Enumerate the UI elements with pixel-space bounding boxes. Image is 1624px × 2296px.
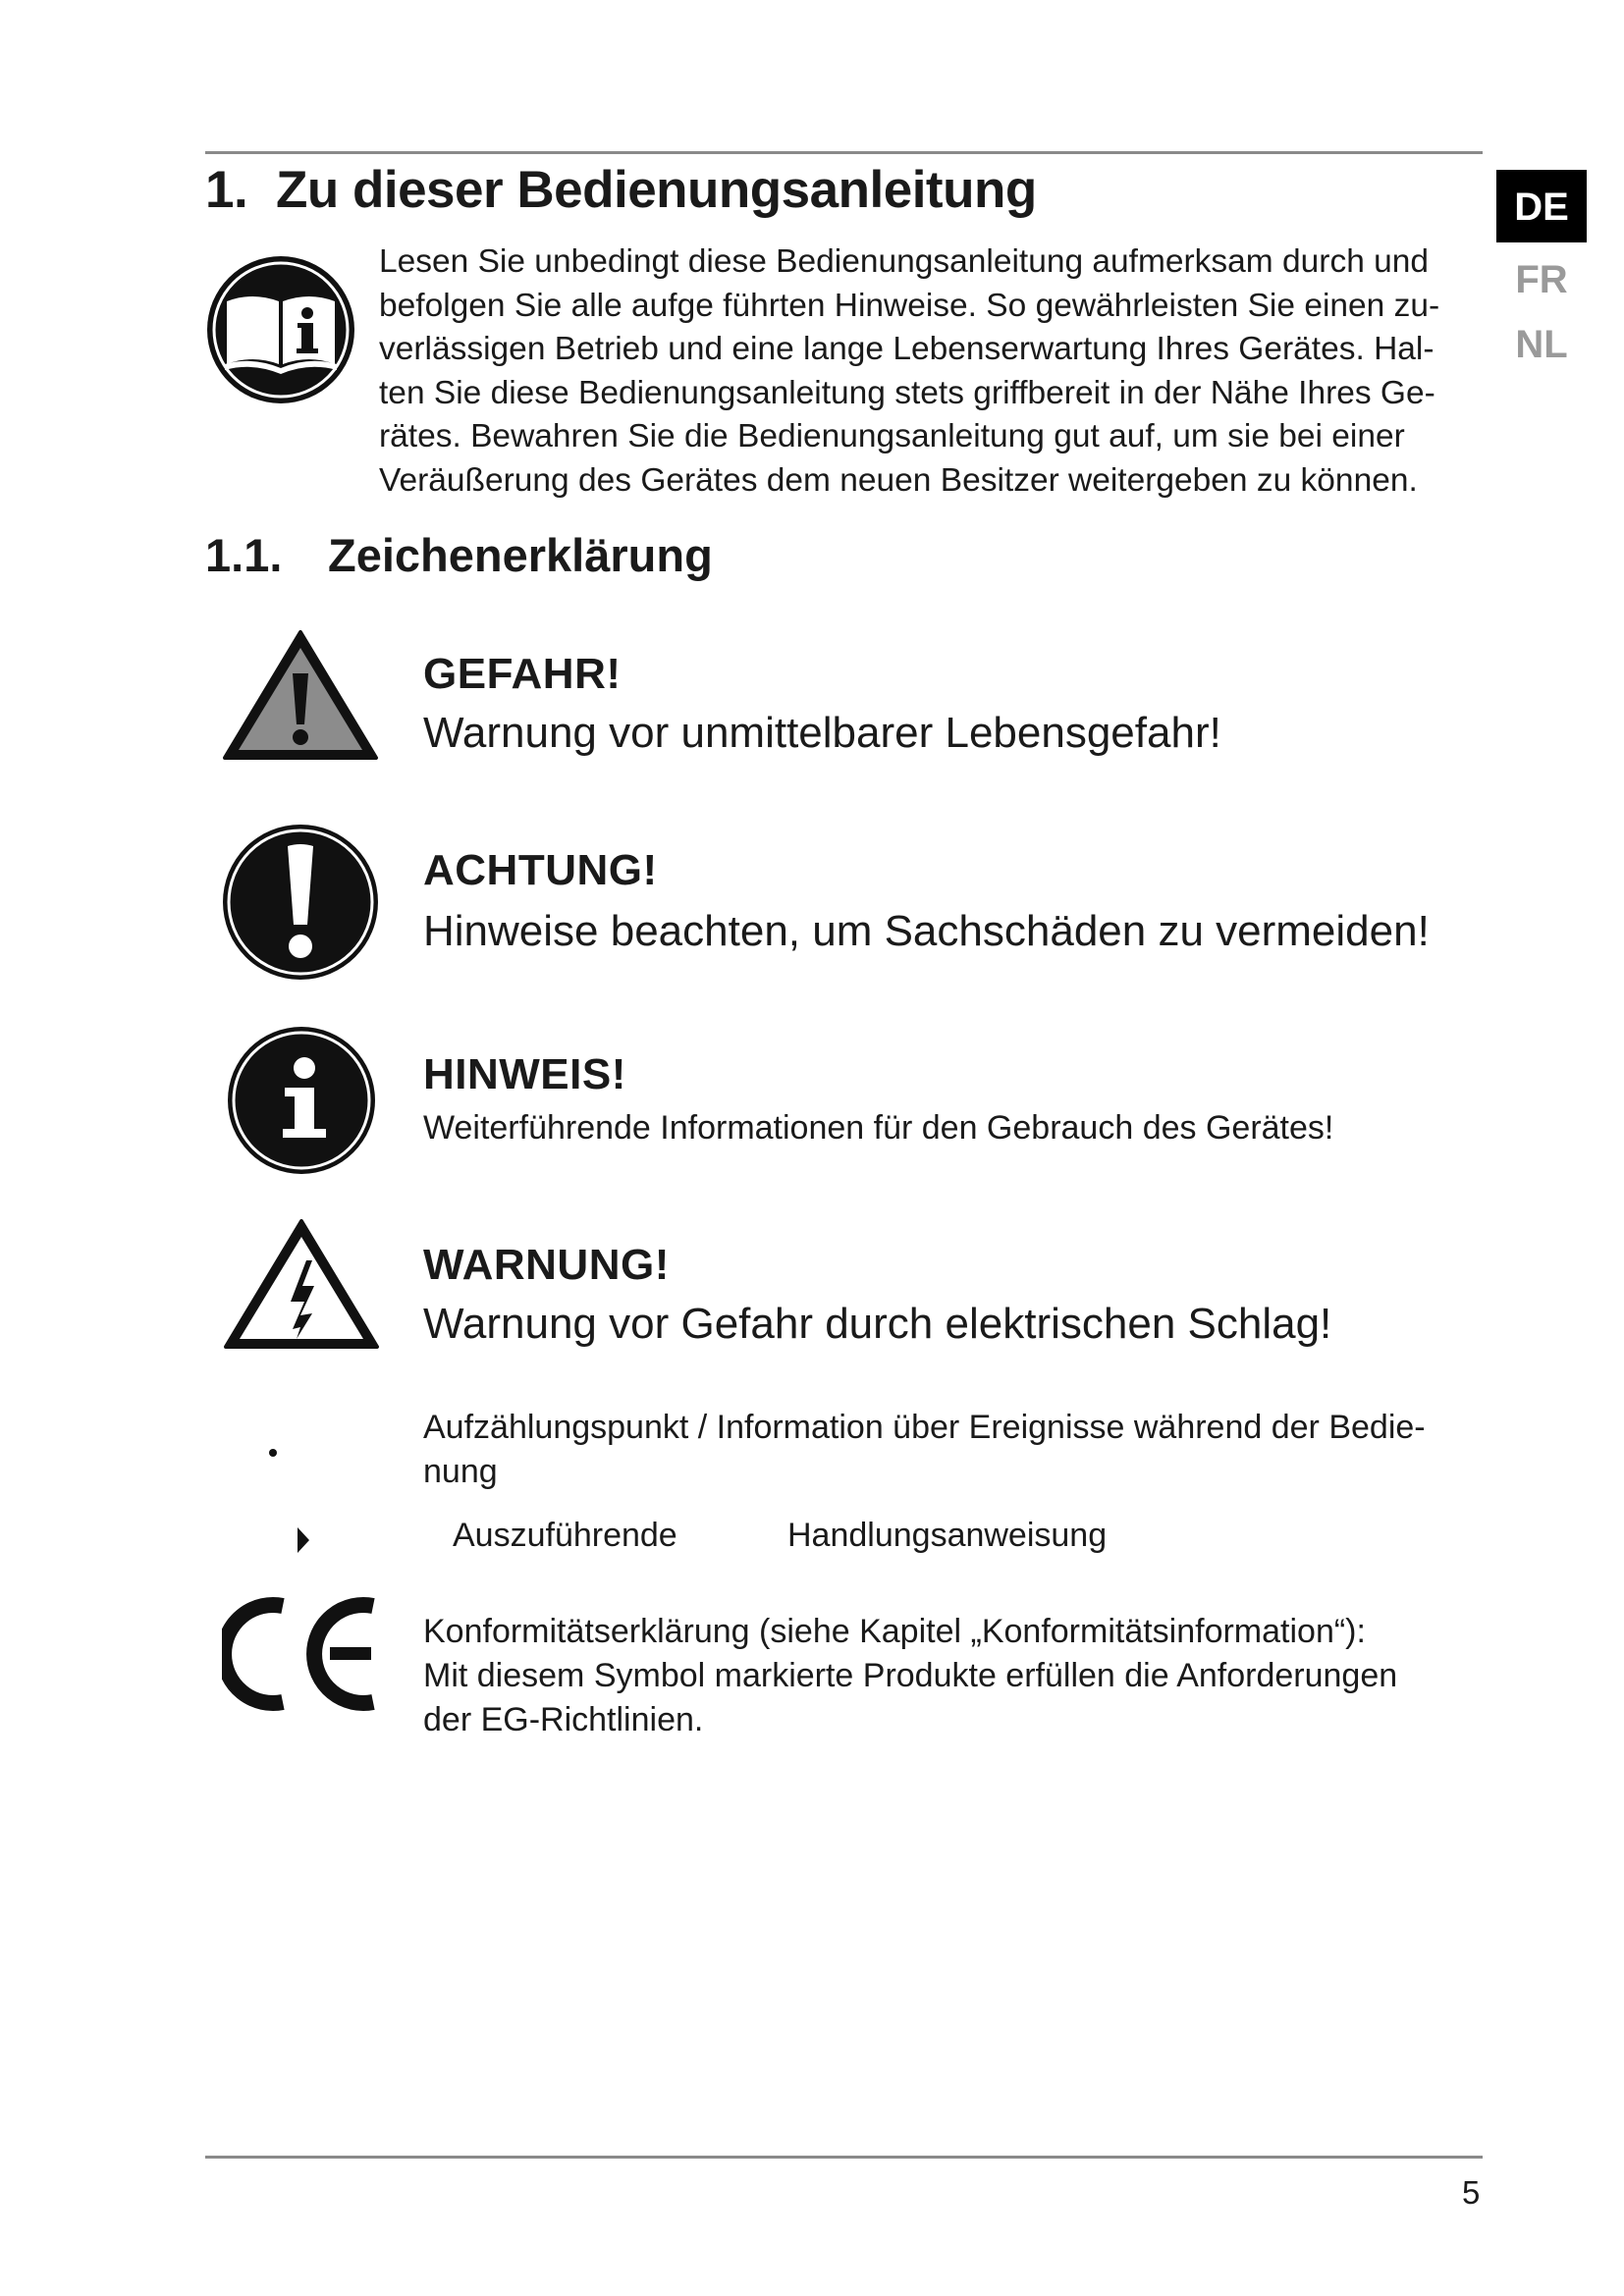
symbol-description-danger: Warnung vor unmittelbarer Lebensgefahr! xyxy=(423,709,1221,757)
symbol-title-warning: WARNUNG! xyxy=(423,1241,670,1289)
action-label-part1: Auszuführende xyxy=(453,1517,677,1554)
page-number: 5 xyxy=(1462,2174,1481,2211)
symbol-description-attention: Hinweise beachten, um Sachschäden zu vermeiden! xyxy=(423,907,1430,955)
language-tabs xyxy=(1496,170,1587,409)
intro-paragraph: Lesen Sie unbedingt diese Bedienungsanleitung aufmerksam durch und befolgen Sie alle aufge führten Hinweise. So gewährleisten Sie einen zu- verlässigen Betrieb und eine lange Lebenserwartung Ihres Gerätes. Hal- ten Sie diese Bedienungsanleitung stets griffbereit in der Nähe Ihres Ge- rätes. Bewahren Sie die Bedienungsanleitung gut auf, um sie bei einer Veräußerung des Gerätes dem neuen Besitzer weitergeben zu können. xyxy=(379,243,1440,499)
info-circle-icon xyxy=(226,1025,377,1176)
action-label-part2: Handlungsanweisung xyxy=(787,1517,1108,1554)
bullet-dot-icon xyxy=(269,1449,277,1457)
chapter-number: 1. xyxy=(205,161,248,219)
ce-description: Konformitätserklärung (siehe Kapitel „Konformitätsinformation“): Mit diesem Symbol markierte Produkte erfüllen die Anforderungen der EG-Richtlinien. xyxy=(423,1613,1398,1738)
chapter-title: Zu dieser Bedienungsanleitung xyxy=(276,161,1037,219)
bottom-rule xyxy=(205,2156,1483,2159)
action-arrow-icon xyxy=(298,1527,309,1553)
manual-info-icon xyxy=(205,254,356,405)
top-rule xyxy=(205,151,1483,154)
section-number: 1.1. xyxy=(205,529,283,581)
language-tab-de[interactable]: DE xyxy=(1496,170,1587,242)
symbol-title-danger: GEFAHR! xyxy=(423,650,622,698)
attention-exclamation-icon xyxy=(221,823,380,982)
bullet-description: Aufzählungspunkt / Information über Ereignisse während der Bedie- nung xyxy=(423,1409,1426,1490)
symbol-description-warning: Warnung vor Gefahr durch elektrischen Schlag! xyxy=(423,1300,1332,1348)
symbol-title-hint: HINWEIS! xyxy=(423,1050,626,1098)
language-tab-fr[interactable]: FR xyxy=(1515,258,1568,301)
electric-shock-icon xyxy=(222,1217,381,1351)
ce-mark-icon xyxy=(222,1596,383,1712)
symbol-description-hint: Weiterführende Informationen für den Gebrauch des Gerätes! xyxy=(423,1109,1334,1147)
symbol-title-attention: ACHTUNG! xyxy=(423,846,658,894)
chapter-heading xyxy=(205,160,1037,220)
language-tab-nl[interactable]: NL xyxy=(1515,323,1568,366)
section-heading xyxy=(205,528,713,582)
danger-triangle-icon xyxy=(221,628,380,762)
section-title: Zeichenerklärung xyxy=(328,529,713,581)
